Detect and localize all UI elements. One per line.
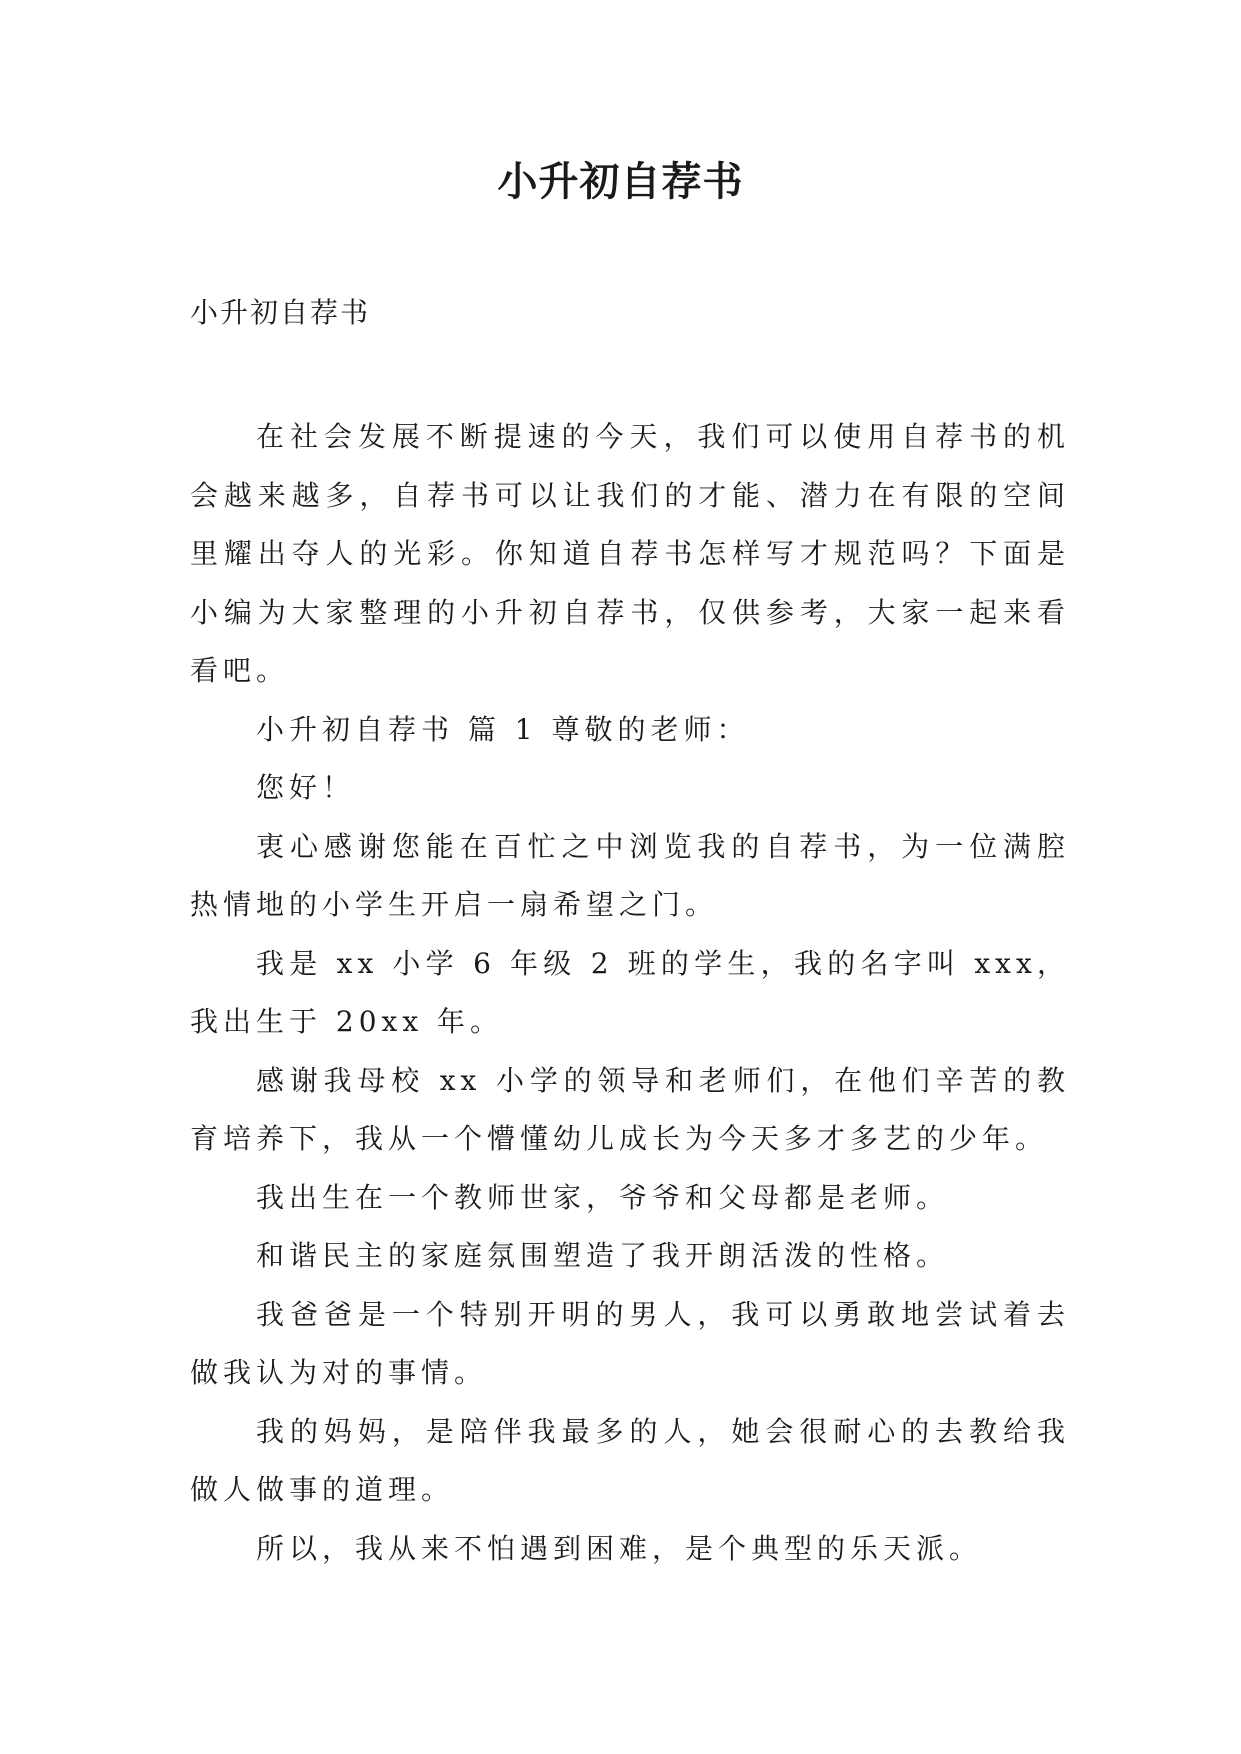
document-title: 小升初自荐书	[497, 159, 744, 205]
paragraph-self-intro: 我是 xx 小学 6 年级 2 班的学生，我的名字叫 xxx，我出生于 20xx 年。	[190, 946, 1070, 1038]
paragraph-school-thanks: 感谢我母校 xx 小学的领导和老师们，在他们辛苦的教育培养下，我从一个懵懂幼儿成长为今天多才多艺的少年。	[190, 1063, 1070, 1155]
document-body	[190, 408, 1070, 1578]
paragraph-father: 我爸爸是一个特别开明的男人，我可以勇敢地尝试着去做我认为对的事情。	[190, 1297, 1070, 1389]
paragraph-thanks: 衷心感谢您能在百忙之中浏览我的自荐书，为一位满腔热情地的小学生开启一扇希望之门。	[190, 829, 1070, 921]
paragraph-optimist: 所以，我从来不怕遇到困难，是个典型的乐天派。	[256, 1531, 983, 1565]
document-subtitle: 小升初自荐书	[190, 296, 371, 329]
paragraph-greeting: 您好！	[256, 771, 356, 804]
paragraph-intro: 在社会发展不断提速的今天，我们可以使用自荐书的机会越来越多，自荐书可以让我们的才能、潜力在有限的空间里耀出夺人的光彩。你知道自荐书怎样写才规范吗？下面是小编为大家整理的小升初自荐书，仅供参考，大家一起来看看吧。	[190, 420, 1070, 687]
paragraph-atmosphere: 和谐民主的家庭氛围塑造了我开朗活泼的性格。	[256, 1239, 950, 1272]
paragraph-salutation: 小升初自荐书 篇 1 尊敬的老师：	[256, 712, 750, 746]
paragraph-mother: 我的妈妈，是陪伴我最多的人，她会很耐心的去教给我做人做事的道理。	[190, 1414, 1070, 1506]
paragraph-family: 我出生在一个教师世家，爷爷和父母都是老师。	[256, 1180, 950, 1214]
